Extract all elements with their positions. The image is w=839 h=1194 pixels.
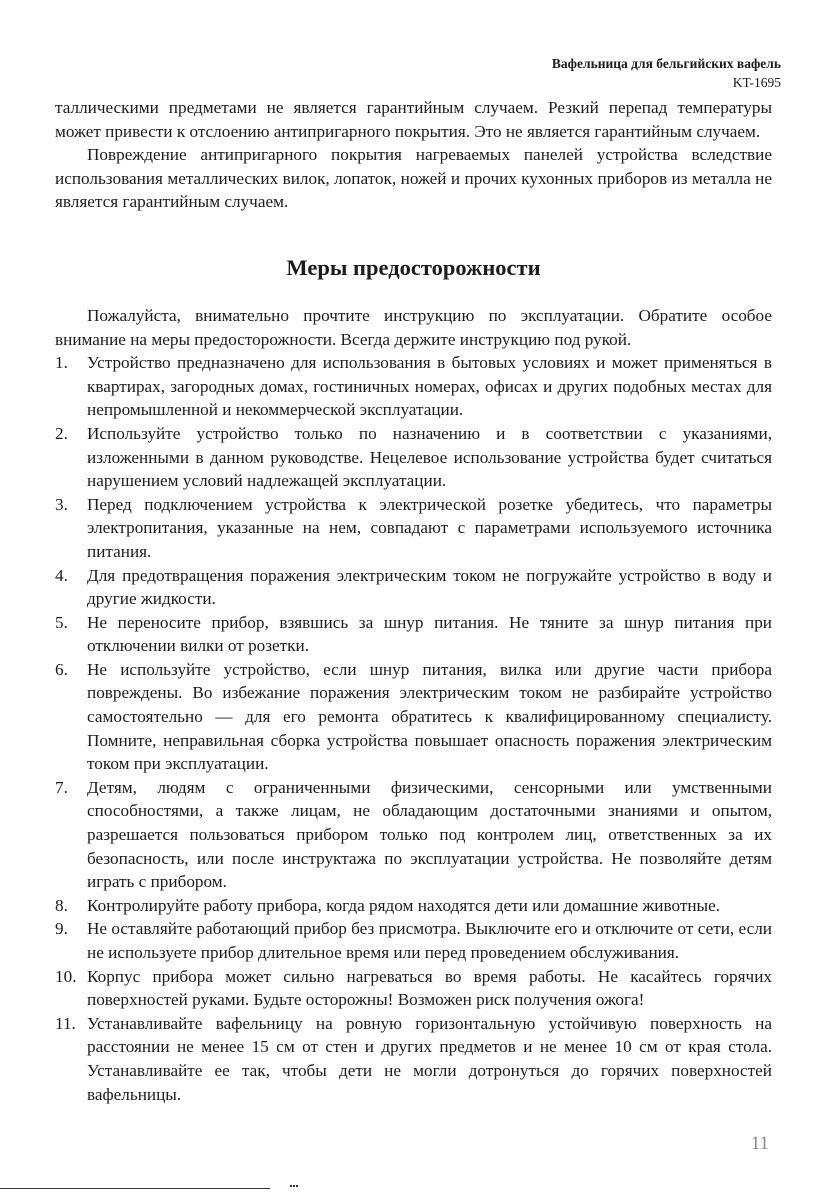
- item-number: 5.: [55, 612, 68, 632]
- page-number: 11: [750, 1133, 769, 1154]
- list-item: [55, 965, 772, 1012]
- item-number: 1.: [55, 353, 68, 373]
- list-item: [55, 776, 772, 894]
- item-text: Перед подключением устройства к электрической розетке убедитесь, что параметры электропитания, указанные на нем, совпадают с параметрами используемого источника питания.: [87, 494, 772, 561]
- list-item: [55, 658, 772, 776]
- section-lead: Пожалуйста, внимательно прочтите инструкцию по эксплуатации. Обратите особое внимание на меры предосторожности. Всегда держите инструкцию под рукой.: [55, 305, 772, 349]
- precautions-list: [55, 351, 772, 1106]
- item-number: 2.: [55, 423, 68, 443]
- list-item: [55, 1012, 772, 1106]
- item-text: Не используйте устройство, если шнур питания, вилка или другие части прибора повреждены. Во избежание поражения электрическим током не разбирайте устройство самостоятельно — для его ремонта обратитесь к квалифицированному специалисту. Помните, неправильная сборка устройства повышает опасность поражения электрическим током при эксплуатации.: [87, 659, 772, 774]
- footer-mark: [290, 1185, 298, 1190]
- item-text: Корпус прибора может сильно нагреваться во время работы. Не касайтесь горячих поверхностей руками. Будьте осторожны! Возможен риск получения ожога!: [87, 966, 772, 1010]
- item-number: 4.: [55, 565, 68, 585]
- item-text: Устанавливайте вафельницу на ровную горизонтальную устойчивую поверхность на расстоянии не менее 15 см от стен и других предметов и не менее 10 см от края стола. Устанавливайте ее так, чтобы дети не могли дотронуться до горячих поверхностей вафельницы.: [87, 1013, 772, 1104]
- list-item: [55, 493, 772, 564]
- item-number: 9.: [55, 919, 68, 939]
- list-item: [55, 422, 772, 493]
- footer-rule: [0, 1188, 270, 1189]
- item-number: 7.: [55, 777, 68, 797]
- item-text: Используйте устройство только по назначению и в соответствии с указаниями, изложенными в данном руководстве. Нецелевое использование устройства будет считаться нарушением условий надлежащей эксплуатации.: [87, 423, 772, 491]
- item-text: Не переносите прибор, взявшись за шнур питания. Не тяните за шнур питания при отключении вилки от розетки.: [87, 612, 772, 656]
- list-item: [55, 564, 772, 611]
- header-model: KT-1695: [732, 75, 781, 90]
- running-header: [552, 54, 781, 92]
- intro-paragraph-2: Повреждение антипригарного покрытия нагреваемых панелей устройства вследствие использования металлических вилок, лопаток, ножей и прочих кухонных приборов из металла не является гарантийным случаем.: [55, 145, 772, 212]
- list-item: [55, 894, 772, 918]
- item-text: Устройство предназначено для использования в бытовых условиях и может применяться в квартирах, загородных домах, гостиничных номерах, офисах и других подобных местах для непромышленной и некоммерческой эксплуатации.: [87, 353, 772, 420]
- item-text: Контролируйте работу прибора, когда рядом находятся дети или домашние животные.: [87, 895, 721, 915]
- header-title: Вафельница для бельгийских вафель: [551, 56, 781, 71]
- list-item: [55, 917, 772, 964]
- list-item: [55, 351, 772, 422]
- item-number: 10.: [55, 966, 77, 986]
- section-heading: Меры предосторожности: [286, 254, 541, 280]
- intro-paragraph-1: таллическими предметами не является гарантийным случаем. Резкий перепад температуры может привести к отслоению антипригарного покрытия. Это не является гарантийным случаем.: [55, 98, 772, 141]
- item-number: 3.: [55, 494, 68, 514]
- page-content: [55, 96, 772, 1106]
- item-number: 6.: [55, 659, 68, 679]
- item-text: Не оставляйте работающий прибор без присмотра. Выключите его и отключите от сети, если не используете прибор длительное время или перед проведением обслуживания.: [87, 919, 772, 962]
- item-text: Детям, людям с ограниченными физическими, сенсорными или умственными способностями, а также лицам, не обладающим достаточными знаниями и опытом, разрешается пользоваться прибором только под контролем лиц, ответственных за их безопасность, или после инструктажа по эксплуатации устройства. Не позволяйте детям играть с прибором.: [87, 777, 772, 892]
- list-item: [55, 611, 772, 658]
- item-number: 11.: [55, 1013, 76, 1033]
- item-number: 8.: [55, 895, 68, 915]
- item-text: Для предотвращения поражения электрическим током не погружайте устройство в воду и другие жидкости.: [87, 565, 772, 609]
